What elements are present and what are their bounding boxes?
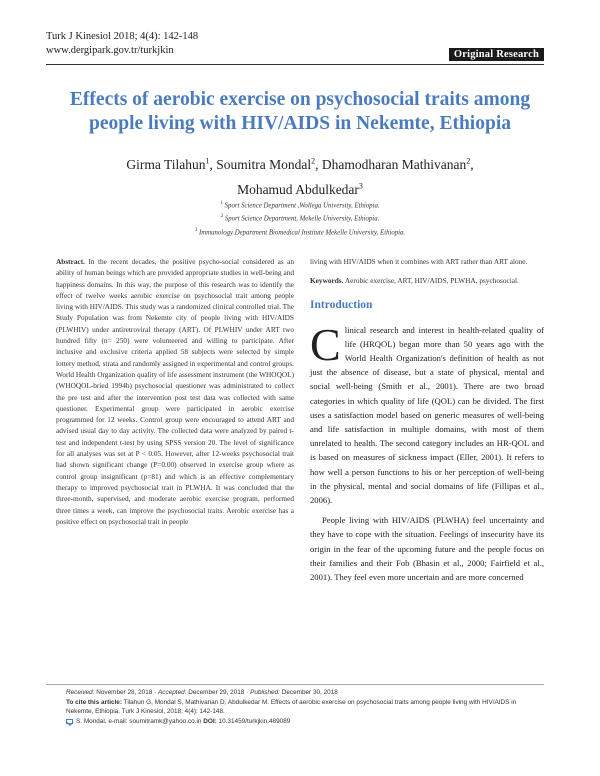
- abstract-text: In the recent decades, the positive psycho-social considered as an ability of human beings which are provided appropriate studies in well-being and happiness domains. In this way, the purpose of this research was to identify the effect of twelve weeks aerobic exercise on psychosocial trait among people living with HIV/AIDS. This study was a randomized clinical controlled trial. The Study Population was from Nekemte city of people living with HIV/AIDS (PLWHIV) under antiretroviral therapy (ART). Of PLWHIV under ART two hundred fifty (n= 250) were volunteered and willing to participate. After inclusive and exclusive criteria applied 58 subjects were selected by simple lottery method, strata and randomly assigned in experimental and control groups. World Health Organization quality of life assessment instrument (the WHOQOL) (WHOQOL-bried 1994b) psychosocial questioner was administrated to collect the pre test and after the intervention post test data was collected with same questioner. Experimental group were participated in aerobic exercise programmed for 12 weeks. Control group were encouraged to attend ART and advised usual day to day activity. The collected data were analyzed by paired t-test and independent t-test by using SPSS version 20. The level of significance for all analyses was set at P < 0.05. However, after 12-weeks psychosocial trait had shown significant change (P=0.00) observed in exercise group where as control group insignificant (p=81) and which is an effective complementary therapy to improved psychosocial trait in PLWHA. It was concluded that the three-month, supervised, and moderate aerobic exercise program, performed three times a week, can improve the psychosocial traits. Aerobic exercise has a positive effect on psychosocial trait in people: [56, 257, 294, 526]
- mail-icon: [66, 719, 73, 724]
- section-heading-introduction: Introduction: [310, 298, 373, 311]
- keywords: [310, 275, 544, 286]
- author: Soumitra Mondal$^2$,: [216, 156, 322, 172]
- journal-website[interactable]: www.dergipark.gov.tr/turkjkin: [46, 45, 174, 56]
- intro-paragraph-1: C linical research and interest in health-related quality of life (HRQOL) began more than 50 years ago with the World Health Organization's definition of health as not just the absence of disease, but a state of physical, mental and social well-being (Smith et al., 2001). There are two broad categories in which quality of life (QOL) can be divided. The first uses a satisfaction model based on generic measures of well-being and life satisfaction in multiple domains, with most of them unrelated to health. The second category includes an HR-QOL and is based on measures of sickness impact (Eller, 2001). It refers to how well a person functions to his or her perception of well-being in the physical, mental and social domains of life (Fillipas et al., 2006).: [310, 318, 544, 506]
- doi-link[interactable]: 10.31459/turkjkin.489089: [218, 717, 291, 725]
- author-list: [56, 150, 544, 201]
- article-dates: Received: November 28, 2018 · Accepted: December 29, 2018 · Published: December 30, 2018: [66, 689, 338, 696]
- affiliation-list: [56, 198, 544, 238]
- article-type-badge: Original Research: [449, 48, 544, 61]
- author: Girma Tilahun$^1$,: [126, 156, 217, 172]
- footer-divider: [46, 684, 544, 685]
- contact-line: S. Mondal, e-mail: soumitramk@yahoo.co.in DOI: 10.31459/turkjkin.489089: [66, 717, 544, 727]
- journal-header: [46, 30, 198, 58]
- citation-note: To cite this article: Tilahun G, Mondal S, Mathivanan D, Abdulkedar M. Effects of aerobic exercise on psychosocial traits among people living with HIV/AIDS in Nekemte, Ethiopia. Turk J Kinesiol, 2018; 4(4): 142-148.: [66, 698, 517, 716]
- affiliation: $^1$ Sport Science Department ,Wollega University, Ethiopia.: [220, 201, 380, 210]
- author: Mohamud Abdulkedar$^3$: [237, 181, 363, 197]
- drop-cap: C: [310, 318, 341, 370]
- keywords-text: Aerobic exercise, ART, HIV/AIDS, PLWHA, psychosocial.: [344, 276, 519, 286]
- article-title: Effects of aerobic exercise on psychosocial traits among people living with HIV/AIDS in Nekemte, Ethiopia: [69, 89, 531, 134]
- article-footer: [66, 688, 544, 726]
- affiliation: $^3$ Immunology Department Biomedical Institute Mekelle University, Ethiopia.: [194, 227, 406, 236]
- abstract-continuation: living with HIV/AIDS when it combines with ART rather than ART alone.: [310, 257, 528, 266]
- keywords-label: Keywords.: [310, 276, 344, 286]
- intro-paragraph-2: People living with HIV/AIDS (PLWHA) feel uncertainty and they have to cope with the situation. Feelings of insecurity have its origin in the fear of the upcoming future and the people focus on their families and their Fob (Bhasin et al., 2000; Fairfield et al., 2001). They feel even more uncertain and are more concerned: [310, 515, 544, 583]
- author: Dhamodharan Mathivanan$^2$,: [321, 156, 474, 172]
- right-column: [310, 256, 544, 584]
- affiliation: $^2$ Sport Science Department, Mekelle University, Ethiopia.: [220, 214, 380, 223]
- journal-citation: Turk J Kinesiol 2018; 4(4): 142-148: [46, 31, 199, 42]
- header-divider: [46, 64, 544, 65]
- abstract: [56, 256, 294, 527]
- abstract-label: Abstract.: [56, 257, 85, 266]
- contact-email[interactable]: S. Mondal, e-mail: soumitramk@yahoo.co.in: [76, 717, 202, 725]
